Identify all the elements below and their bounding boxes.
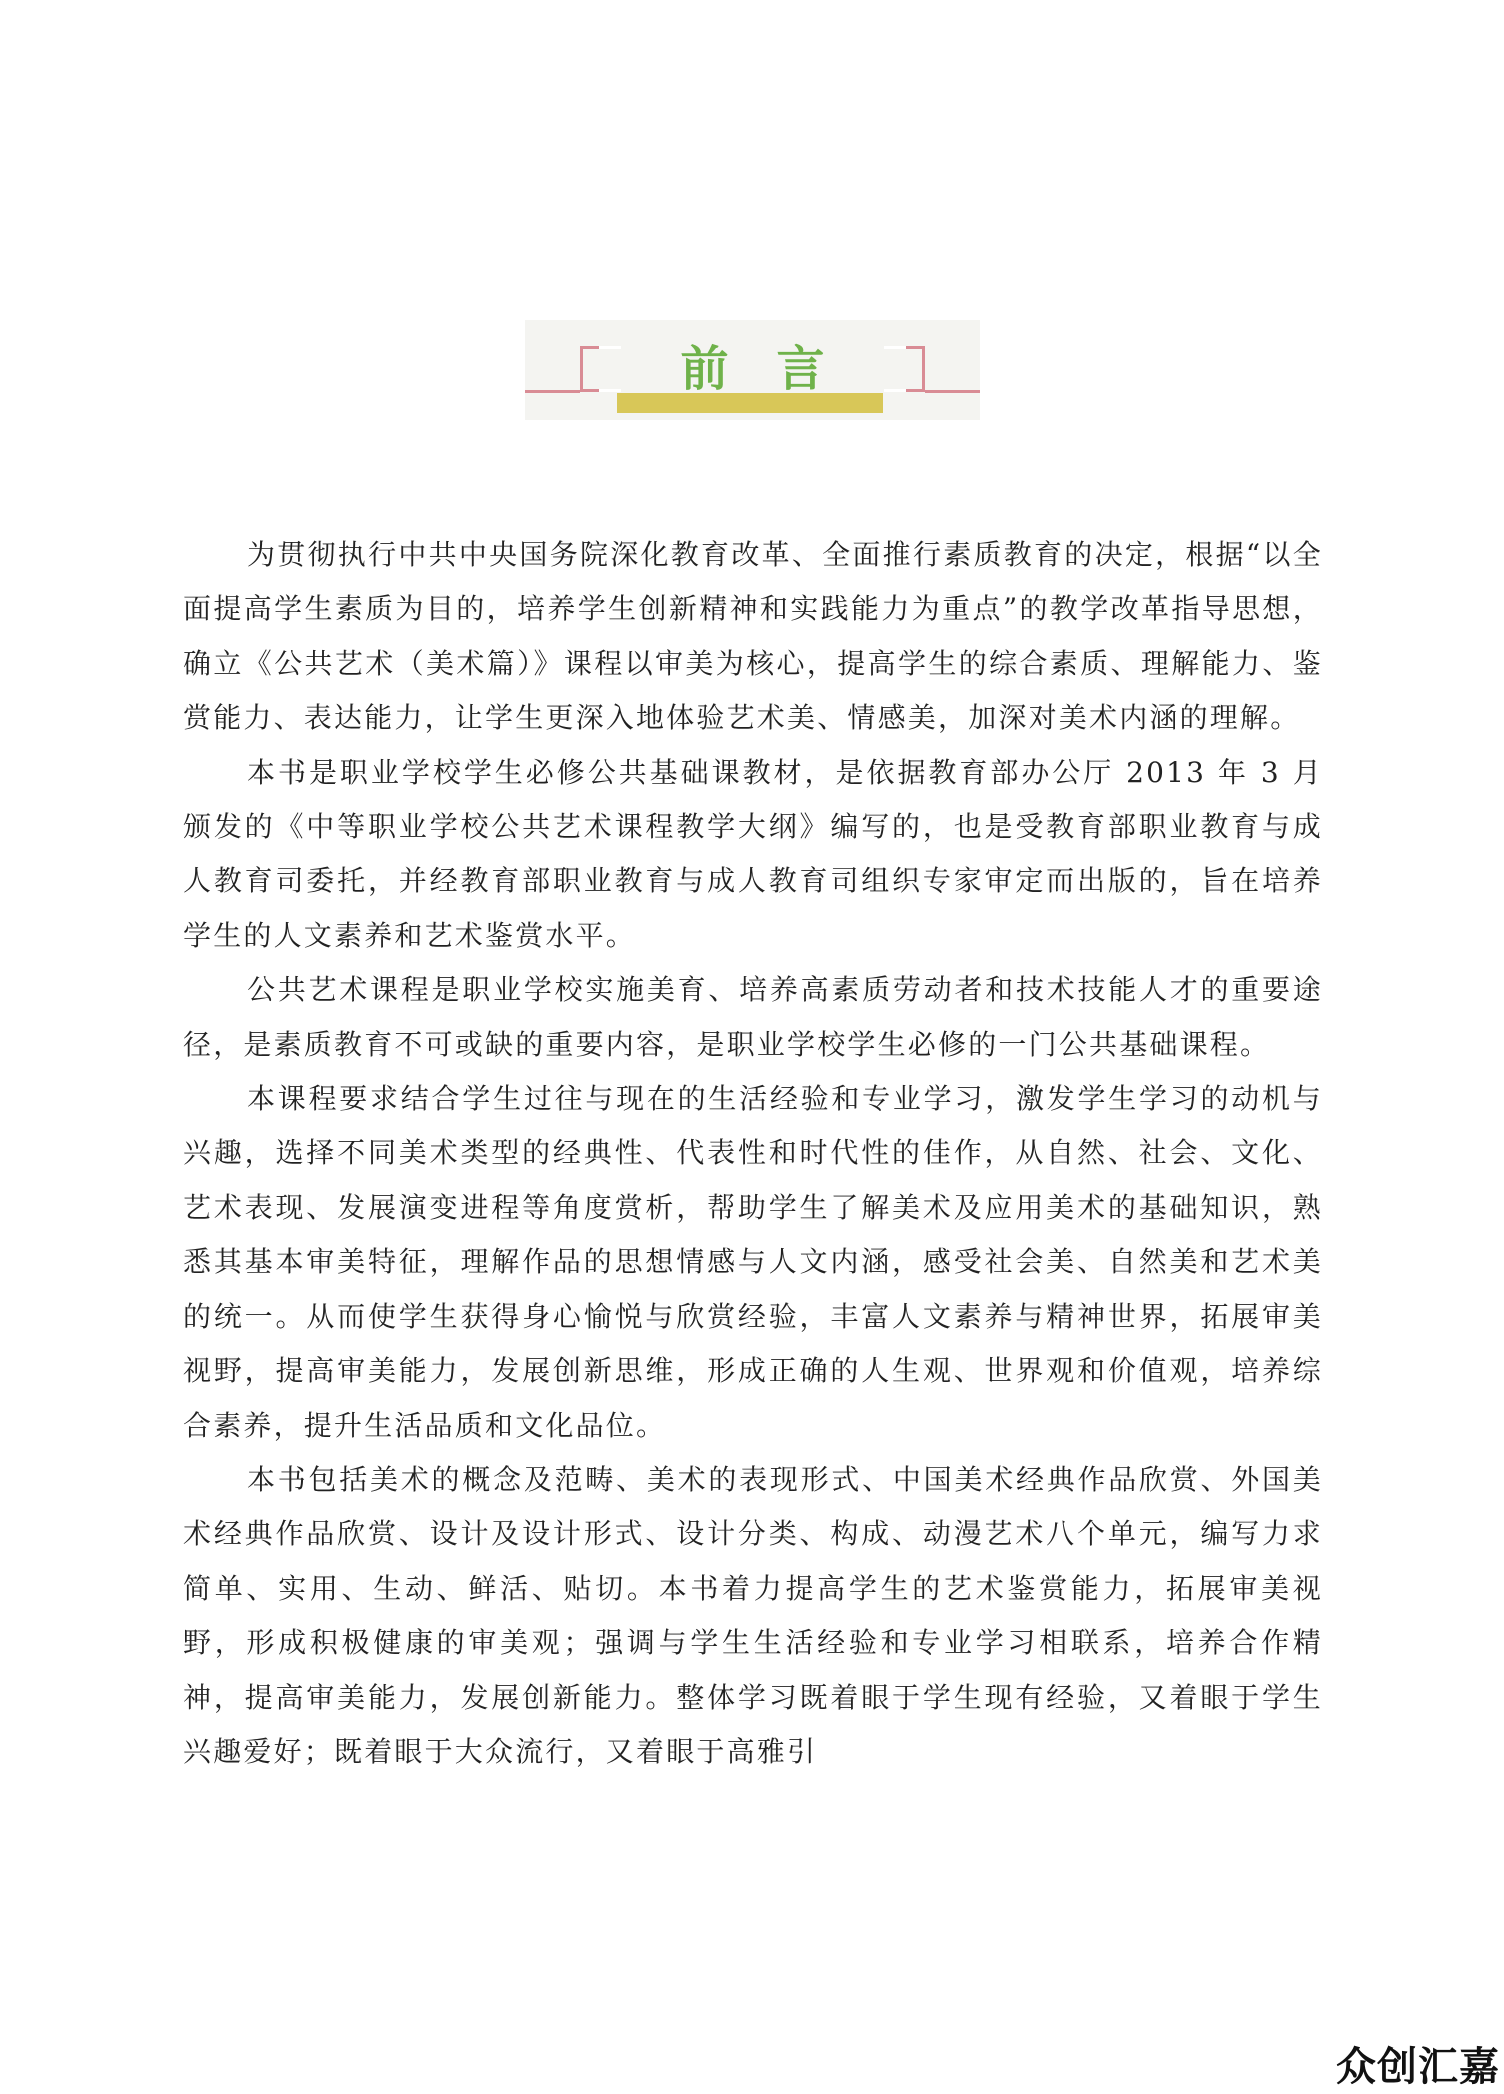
banner-bracket-right (887, 346, 925, 392)
page-title: 前言 (680, 341, 873, 397)
watermark: 众创汇嘉 (1336, 2044, 1500, 2090)
paragraph: 本书是职业学校学生必修公共基础课教材，是依据教育部办公厅 2013 年 3 月颁发的《中等职业学校公共艺术课程教学大纲》编写的，也是受教育部职业教育与成人教育司委托，并经教育部职业教育与成人教育司组织专家审定而出版的，旨在培养学生的人文素养和艺术鉴赏水平。 (183, 755, 1323, 952)
paragraph: 本书包括美术的概念及范畴、美术的表现形式、中国美术经典作品欣赏、外国美术经典作品欣赏、设计及设计形式、设计分类、构成、动漫艺术八个单元，编写力求简单、实用、生动、鲜活、贴切。本书着力提高学生的艺术鉴赏能力，拓展审美视野，形成积极健康的审美观；强调与学生生活经验和专业学习相联系，培养合作精神，提高审美能力，发展创新能力。整体学习既着眼于学生现有经验，又着眼于学生兴趣爱好；既着眼于大众流行，又着眼于高雅引 (183, 1462, 1323, 1768)
paragraph: 本课程要求结合学生过往与现在的生活经验和专业学习，激发学生学习的动机与兴趣，选择不同美术类型的经典性、代表性和时代性的佳作，从自然、社会、文化、艺术表现、发展演变进程等角度赏析，帮助学生了解美术及应用美术的基础知识，熟悉其基本审美特征，理解作品的思想情感与人文内涵，感受社会美、自然美和艺术美的统一。从而使学生获得身心愉悦与欣赏经验，丰富人文素养与精神世界，拓展审美视野，提高审美能力，发展创新思维，形成正确的人生观、世界观和价值观，培养综合素养，提升生活品质和文化品位。 (183, 1082, 1323, 1442)
preface-body (183, 528, 1323, 1779)
paragraph: 公共艺术课程是职业学校实施美育、培养高素质劳动者和技术技能人才的重要途径，是素质教育不可或缺的重要内容，是职业学校学生必修的一门公共基础课程。 (183, 973, 1323, 1061)
banner-line-right (925, 390, 980, 393)
title-banner (525, 320, 980, 420)
paragraph: 为贯彻执行中共中央国务院深化教育改革、全面推行素质教育的决定，根据“以全面提高学生素质为目的，培养学生创新精神和实践能力为重点”的教学改革指导思想，确立《公共艺术（美术篇）》课程以审美为核心，提高学生的综合素质、理解能力、鉴赏能力、表达能力，让学生更深入地体验艺术美、情感美，加深对美术内涵的理解。 (183, 538, 1323, 735)
